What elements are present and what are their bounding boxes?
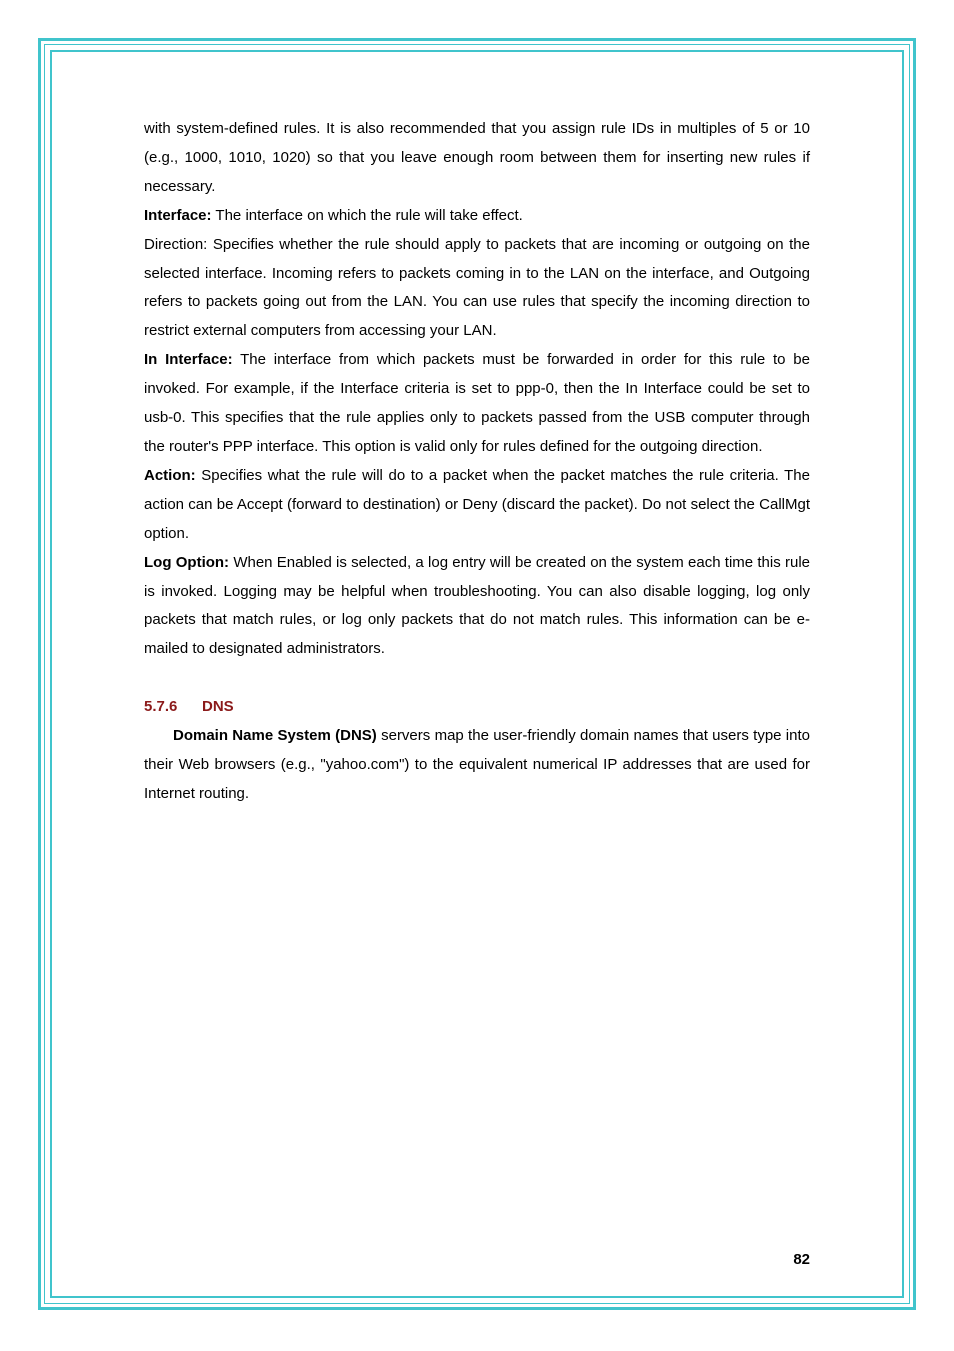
section-title: DNS [202, 698, 234, 716]
intro-paragraph: with system-defined rules. It is also recommended that you assign rule IDs in multiples of 5 or 10 (e.g., 1000, 1010, 1020) so that you leave enough room between them for inserting new rules if necessary. [144, 120, 810, 195]
dns-paragraph [144, 722, 810, 809]
action-paragraph [144, 462, 810, 549]
page-number: 82 [793, 1251, 810, 1268]
interface-label: Interface: [144, 206, 212, 224]
dns-lead: Domain Name System (DNS) [173, 727, 377, 745]
action-text: Specifies what the rule will do to a packet when the packet matches the rule criteria. The action can be Accept (forward to destination) or Deny (discard the packet). Do not select the CallMgt option. [144, 466, 810, 542]
interface-paragraph [144, 202, 810, 231]
direction-paragraph: Direction: Specifies whether the rule should apply to packets that are incoming or outgoing on the selected interface. Incoming refers to packets coming in to the LAN on the interface, and Outgoing refers to packets going out from the LAN. You can use rules that specify the incoming direction to restrict external computers from accessing your LAN. [144, 235, 810, 340]
section-heading [144, 693, 810, 722]
dns-body: servers map the user-friendly domain names that users type into their Web browsers (e.g., "yahoo.com") to the equivalent numerical IP addresses that are used for Internet routing. [144, 727, 810, 802]
action-label: Action: [144, 466, 196, 484]
interface-text: The interface on which the rule will take effect. [211, 206, 523, 224]
log-option-label: Log Option: [144, 553, 230, 571]
log-option-paragraph [144, 549, 810, 665]
in-interface-paragraph [144, 346, 810, 462]
page-content [144, 115, 810, 809]
in-interface-text: The interface from which packets must be forwarded in order for this rule to be invoked. For example, if the Interface criteria is set to ppp-0, then the In Interface could be set to usb-0. This specifies that the rule applies only to packets passed from the USB computer through the router's PPP interface. This option is valid only for rules defined for the outgoing direction. [144, 351, 810, 455]
section-number: 5.7.6 [144, 698, 178, 716]
log-option-text: When Enabled is selected, a log entry will be created on the system each time this rule is invoked. Logging may be helpful when troubleshooting. You can also disable logging, log only packets that match rules, or log only packets that do not match rules. This information can be e-mailed to designated administrators. [144, 553, 811, 658]
in-interface-label: In Interface: [144, 351, 233, 369]
